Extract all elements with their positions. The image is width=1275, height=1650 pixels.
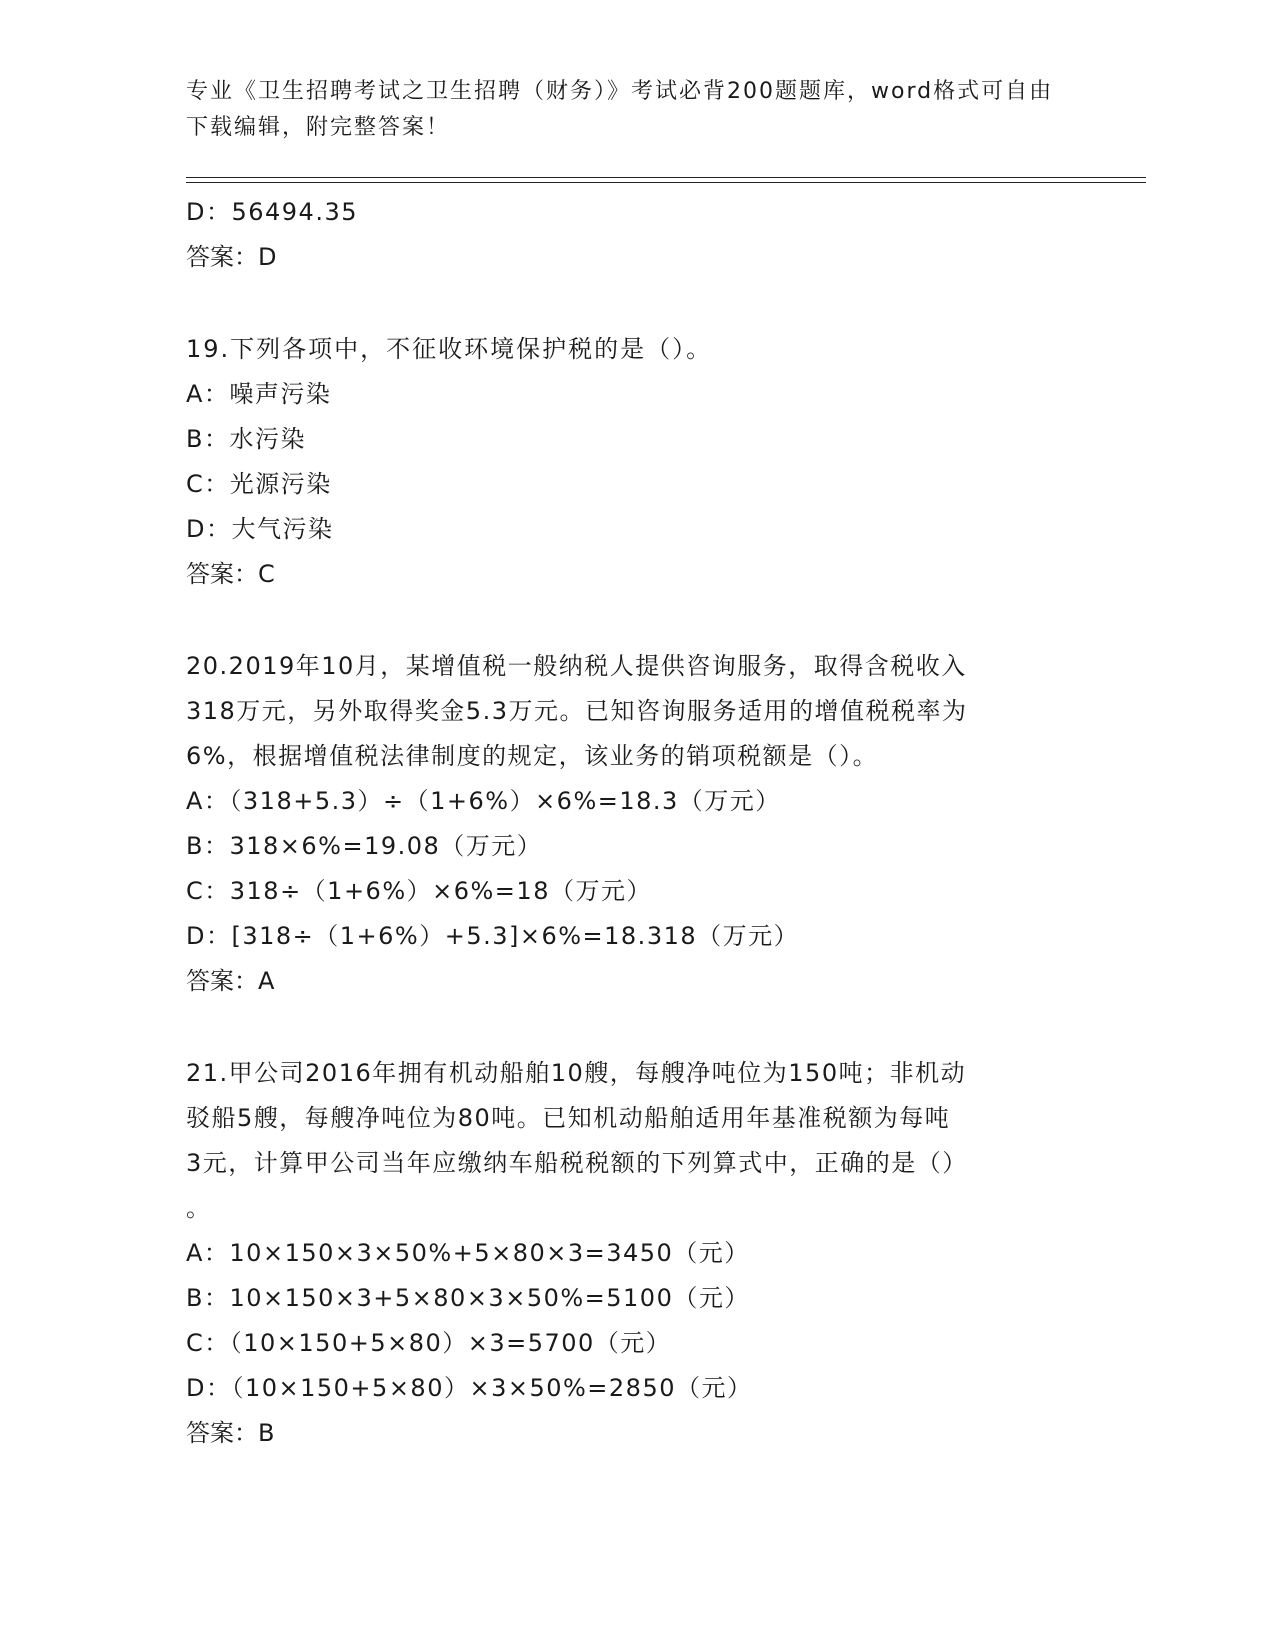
question-21-option-c: C：（10×150+5×80）×3=5700（元）: [186, 1329, 672, 1357]
question-21-text-line4: 。: [186, 1194, 212, 1222]
question-19-option-c: C：光源污染: [186, 470, 332, 498]
question-21-option-b: B：10×150×3+5×80×3×50%=5100（元）: [186, 1284, 750, 1312]
question-20-option-d: D：[318÷（1+6%）+5.3]×6%=18.318（万元）: [186, 922, 800, 950]
prev-answer: 答案：D: [186, 243, 277, 271]
question-21-text-line1: 21.甲公司2016年拥有机动船舶10艘，每艘净吨位为150吨；非机动: [186, 1059, 967, 1087]
question-21-option-d: D：（10×150+5×80）×3×50%=2850（元）: [186, 1374, 753, 1402]
question-20-option-c: C：318÷（1+6%）×6%=18（万元）: [186, 877, 652, 905]
question-21-text-line3: 3元，计算甲公司当年应缴纳车船税税额的下列算式中，正确的是（）: [186, 1149, 968, 1177]
question-19-option-a: A：噪声污染: [186, 380, 332, 408]
question-20-option-b: B：318×6%=19.08（万元）: [186, 832, 543, 860]
spacer: [186, 1004, 1086, 1051]
question-21-option-a: A：10×150×3×50%+5×80×3=3450（元）: [186, 1239, 750, 1267]
question-19-text: 19.下列各项中，不征收环境保护税的是（）。: [186, 335, 713, 363]
question-20-text-line2: 318万元，另外取得奖金5.3万元。已知咨询服务适用的增值税税率为: [186, 697, 968, 725]
spacer: [186, 597, 1086, 644]
header-rule-bottom: [186, 182, 1146, 183]
prev-option-d: D：56494.35: [186, 198, 358, 226]
question-19-answer: 答案：C: [186, 560, 275, 588]
question-21-answer: 答案：B: [186, 1419, 275, 1447]
document-header: 专业《卫生招聘考试之卫生招聘（财务）》考试必背200题题库，word格式可自由下载编辑，附完整答案！: [186, 79, 1054, 140]
question-20-option-a: A：（318+5.3）÷（1+6%）×6%=18.3（万元）: [186, 787, 781, 815]
question-21-text-line2: 驳船5艘，每艘净吨位为80吨。已知机动船舶适用年基准税额为每吨: [186, 1104, 951, 1132]
question-20-text-line1: 20.2019年10月，某增值税一般纳税人提供咨询服务，取得含税收入: [186, 652, 967, 680]
question-content: [186, 190, 1086, 1456]
question-20-text-line3: 6%，根据增值税法律制度的规定，该业务的销项税额是（）。: [186, 742, 879, 770]
spacer: [186, 280, 1086, 327]
question-19-option-d: D：大气污染: [186, 515, 334, 543]
question-20-answer: 答案：A: [186, 967, 275, 995]
question-19-option-b: B：水污染: [186, 425, 306, 453]
header-rule-top: [186, 177, 1146, 178]
